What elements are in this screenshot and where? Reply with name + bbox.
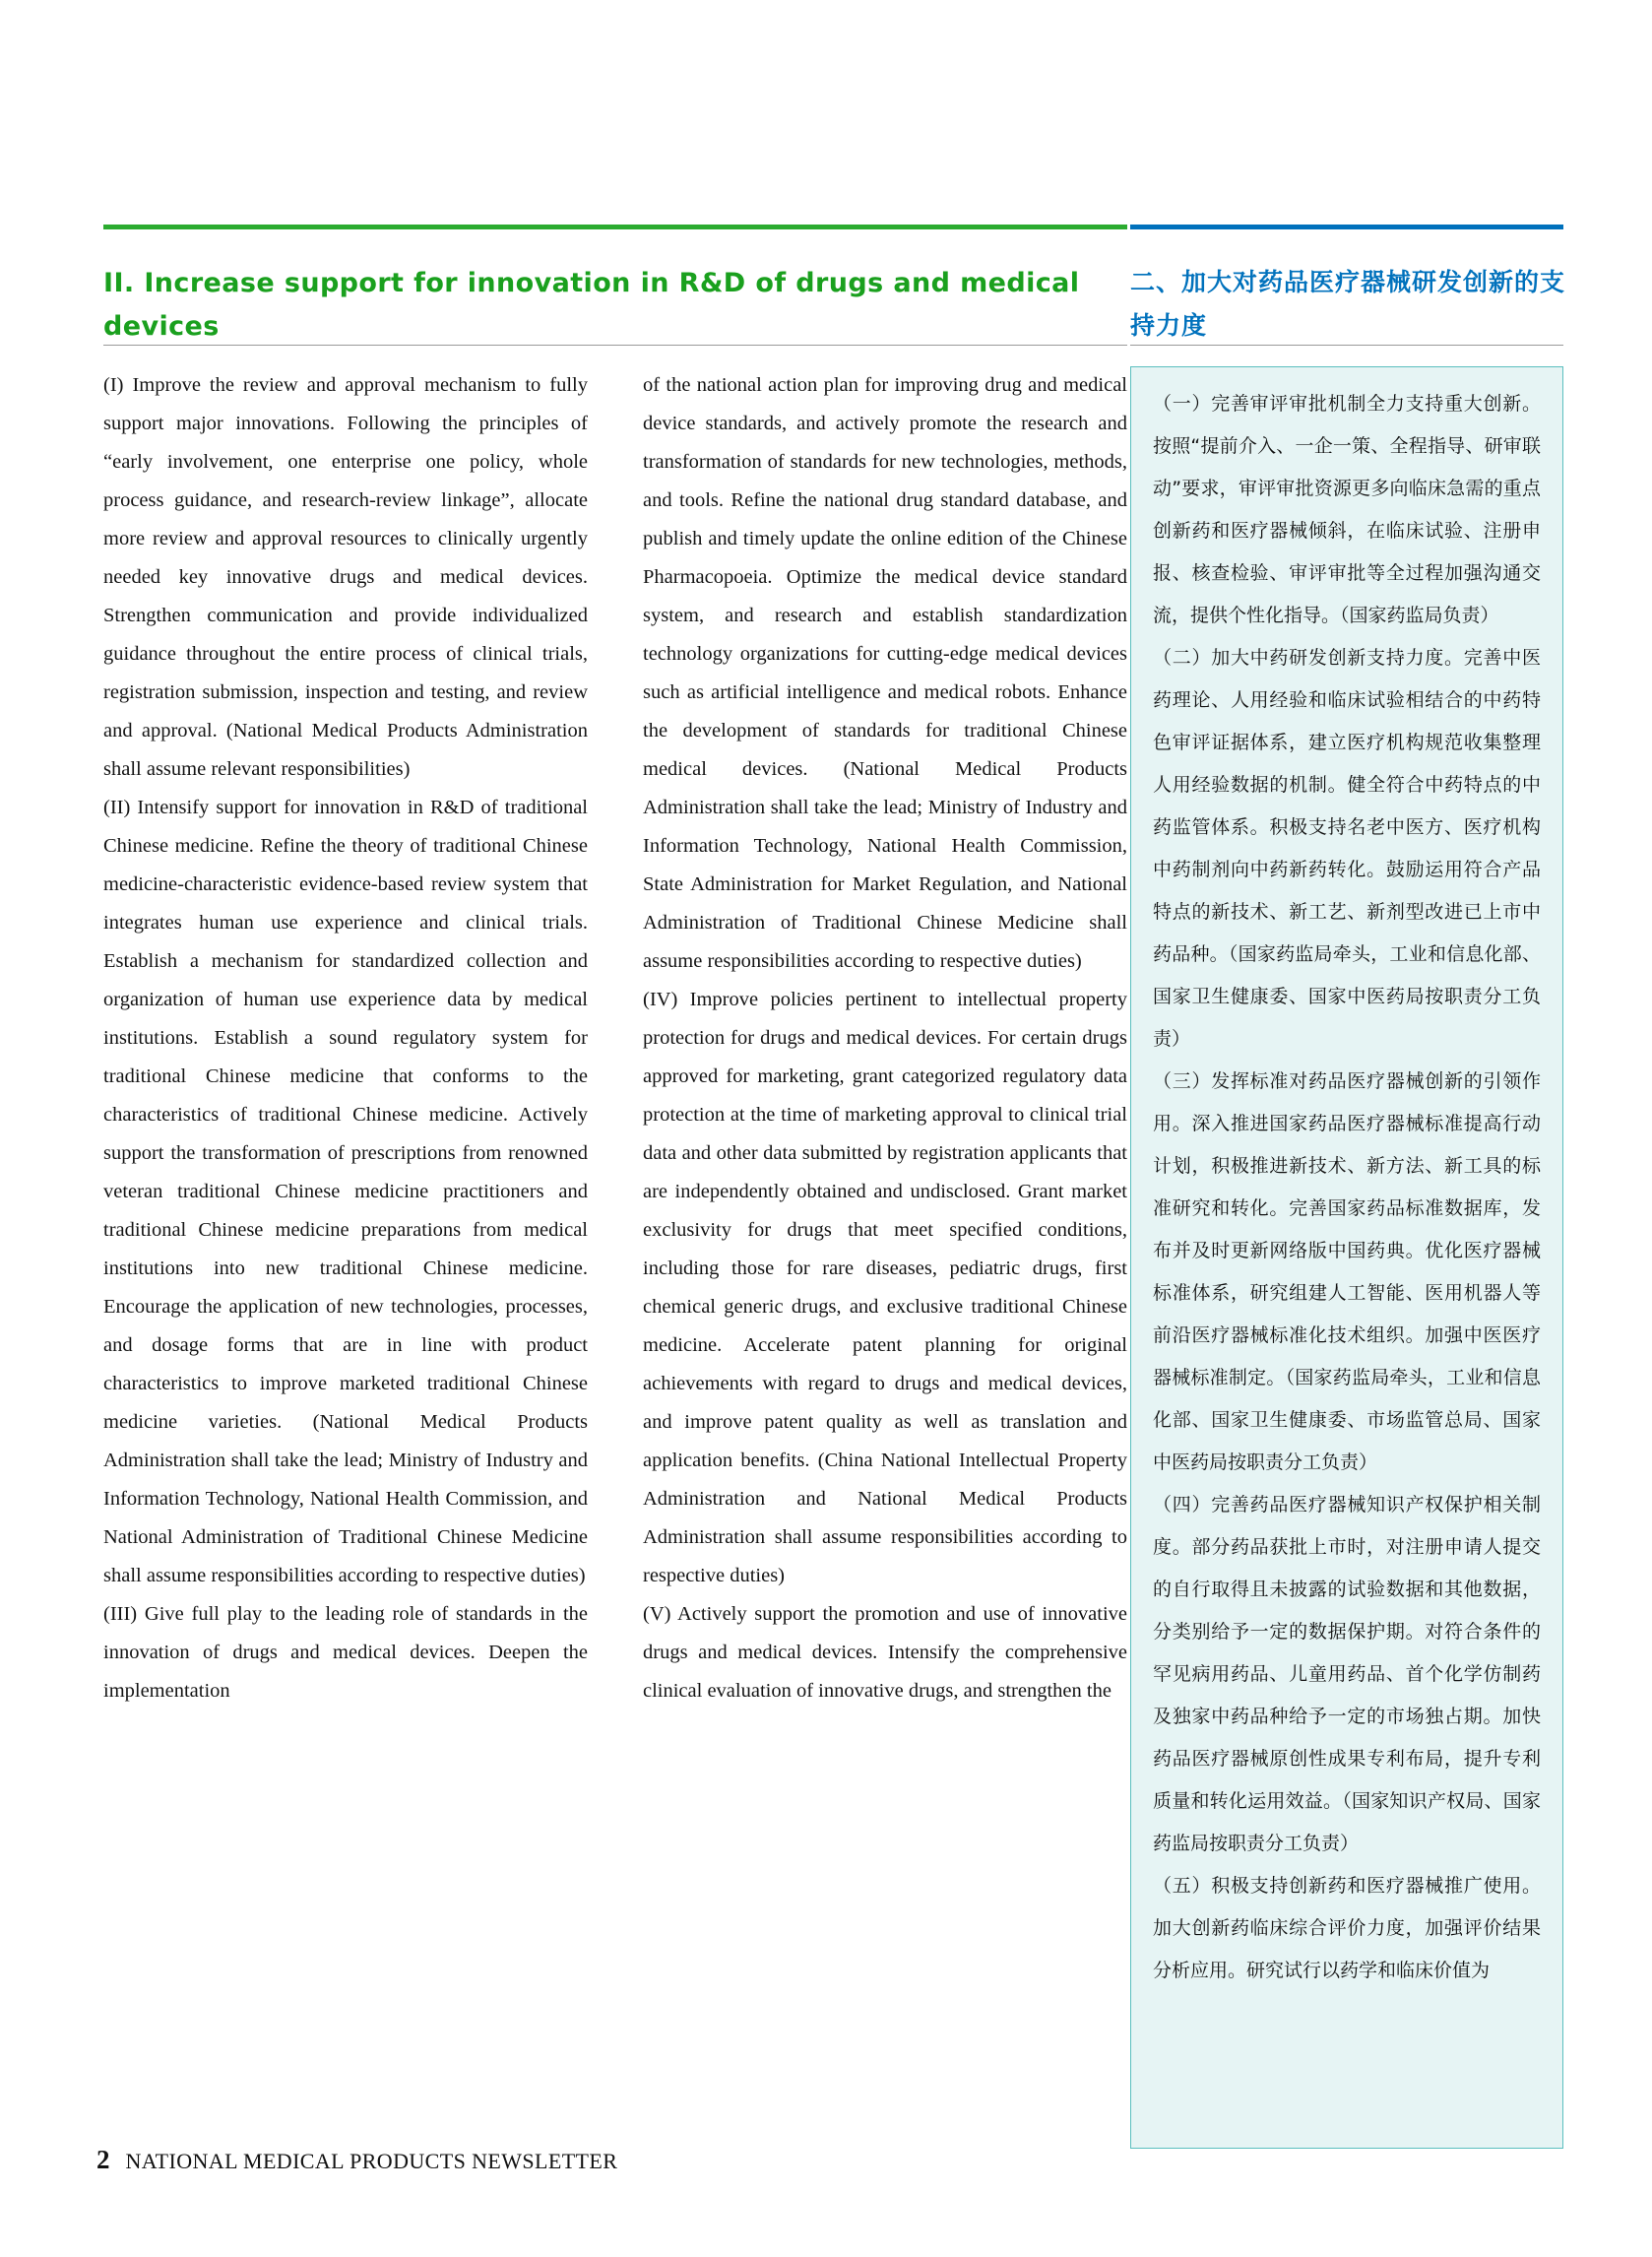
- paragraph: （三）发挥标准对药品医疗器械创新的引领作用。深入推进国家药品医疗器械标准提高行动计划，积极推进新技术、新方法、新工具的标准研究和转化。完善国家药品标准数据库，发布并及时更新网络版中国药典。优化医疗器械标准体系，研究组建人工智能、医用机器人等前沿医疗器械标准化技术组织。加强中医医疗器械标准制定。（国家药监局牵头，工业和信息化部、国家卫生健康委、市场监管总局、国家中医药局按职责分工负责）: [1153, 1070, 1541, 1473]
- english-body-column-2: [643, 366, 1127, 1710]
- chinese-text-panel: [1130, 366, 1563, 2149]
- paragraph: （五）积极支持创新药和医疗器械推广使用。加大创新药临床综合评价力度，加强评价结果分析应用。研究试行以药学和临床价值为: [1153, 1875, 1541, 1981]
- paragraph: of the national action plan for improving drug and medical device standards, and actively promote the research and transformation of standards for new technologies, methods, and tools. Refine the national drug standard database, and publish and timely update the online edition of the Chinese Pharmacopoeia. Optimize the medical device standard system, and research and establish standardization technology organizations for cutting-edge medical devices such as artificial intelligence and medical robots. Enhance the development of standards for traditional Chinese medical devices. (National Medical Products Administration shall take the lead; Ministry of Industry and Information Technology, National Health Commission, State Administration for Market Regulation, and National Administration of Traditional Chinese Medicine shall assume responsibilities according to respective duties): [643, 374, 1127, 972]
- publication-title: NATIONAL MEDICAL PRODUCTS NEWSLETTER: [125, 2149, 618, 2173]
- paragraph: （一）完善审评审批机制全力支持重大创新。按照“提前介入、一企一策、全程指导、研审联动”要求，审评审批资源更多向临床急需的重点创新药和医疗器械倾斜，在临床试验、注册申报、核查检验、审评审批等全过程加强沟通交流，提供个性化指导。（国家药监局负责）: [1153, 393, 1541, 626]
- chinese-body-column: [1153, 383, 1541, 1992]
- chinese-section-rule: [1130, 225, 1563, 229]
- paragraph: （四）完善药品医疗器械知识产权保护相关制度。部分药品获批上市时，对注册申请人提交的自行取得且未披露的试验数据和其他数据，分类别给予一定的数据保护期。对符合条件的罕见病用药品、儿童用药品、首个化学仿制药及独家中药品种给予一定的市场独占期。加快药品医疗器械原创性成果专利布局，提升专利质量和转化运用效益。（国家知识产权局、国家药监局按职责分工负责）: [1153, 1494, 1541, 1854]
- english-body-column-1: [103, 366, 588, 1710]
- page-number: 2: [96, 2145, 110, 2174]
- english-heading-divider: [103, 345, 1127, 346]
- chinese-section-heading: 二、加大对药品医疗器械研发创新的支持力度: [1130, 267, 1566, 340]
- chinese-heading-divider: [1130, 345, 1563, 346]
- paragraph: (II) Intensify support for innovation in R&D of traditional Chinese medicine. Refine the theory of traditional Chinese medicine-characteristic evidence-based review system that integrates human use experience and clinical trials. Establish a mechanism for standardized collection and organization of human use experience data by medical institutions. Establish a sound regulatory system for traditional Chinese medicine that conforms to the characteristics of traditional Chinese medicine. Actively support the transformation of prescriptions from renowned veteran traditional Chinese medicine practitioners and traditional Chinese medicine preparations from medical institutions into new traditional Chinese medicine. Encourage the application of new technologies, processes, and dosage forms that are in line with product characteristics to improve marketed traditional Chinese medicine varieties. (National Medical Products Administration shall take the lead; Ministry of Industry and Information Technology, National Health Commission, and National Administration of Traditional Chinese Medicine shall assume responsibilities according to respective duties): [103, 797, 588, 1586]
- paragraph: (III) Give full play to the leading role of standards in the innovation of drugs and medical devices. Deepen the implementation: [103, 1603, 588, 1702]
- english-section-heading: II. Increase support for innovation in R&D of drugs and medical devices: [103, 268, 1080, 343]
- paragraph: （二）加大中药研发创新支持力度。完善中医药理论、人用经验和临床试验相结合的中药特色审评证据体系，建立医疗机构规范收集整理人用经验数据的机制。健全符合中药特点的中药监管体系。积极支持名老中医方、医疗机构中药制剂向中药新药转化。鼓励运用符合产品特点的新技术、新工艺、新剂型改进已上市中药品种。（国家药监局牵头，工业和信息化部、国家卫生健康委、国家中医药局按职责分工负责）: [1153, 647, 1541, 1050]
- paragraph: (V) Actively support the promotion and use of innovative drugs and medical devices. Intensify the comprehensive clinical evaluation of innovative drugs, and strengthen the: [643, 1603, 1127, 1702]
- page-footer: [96, 2145, 617, 2175]
- paragraph: (IV) Improve policies pertinent to intellectual property protection for drugs and medical devices. For certain drugs approved for marketing, grant categorized regulatory data protection at the time of marketing approval to clinical trial data and other data submitted by registration applicants that are independently obtained and undisclosed. Grant market exclusivity for drugs that meet specified conditions, including those for rare diseases, pediatric drugs, first chemical generic drugs, and exclusive traditional Chinese medicine. Accelerate patent planning for original achievements with regard to drugs and medical devices, and improve patent quality as well as translation and application benefits. (China National Intellectual Property Administration and National Medical Products Administration shall assume responsibilities according to respective duties): [643, 989, 1127, 1586]
- english-section-rule: [103, 225, 1127, 229]
- paragraph: (I) Improve the review and approval mechanism to fully support major innovations. Following the principles of “early involvement, one enterprise one policy, whole process guidance, and research-review linkage”, allocate more review and approval resources to clinically urgently needed key innovative drugs and medical devices. Strengthen communication and provide individualized guidance throughout the entire process of clinical trials, registration submission, inspection and testing, and review and approval. (National Medical Products Administration shall assume relevant responsibilities): [103, 374, 588, 780]
